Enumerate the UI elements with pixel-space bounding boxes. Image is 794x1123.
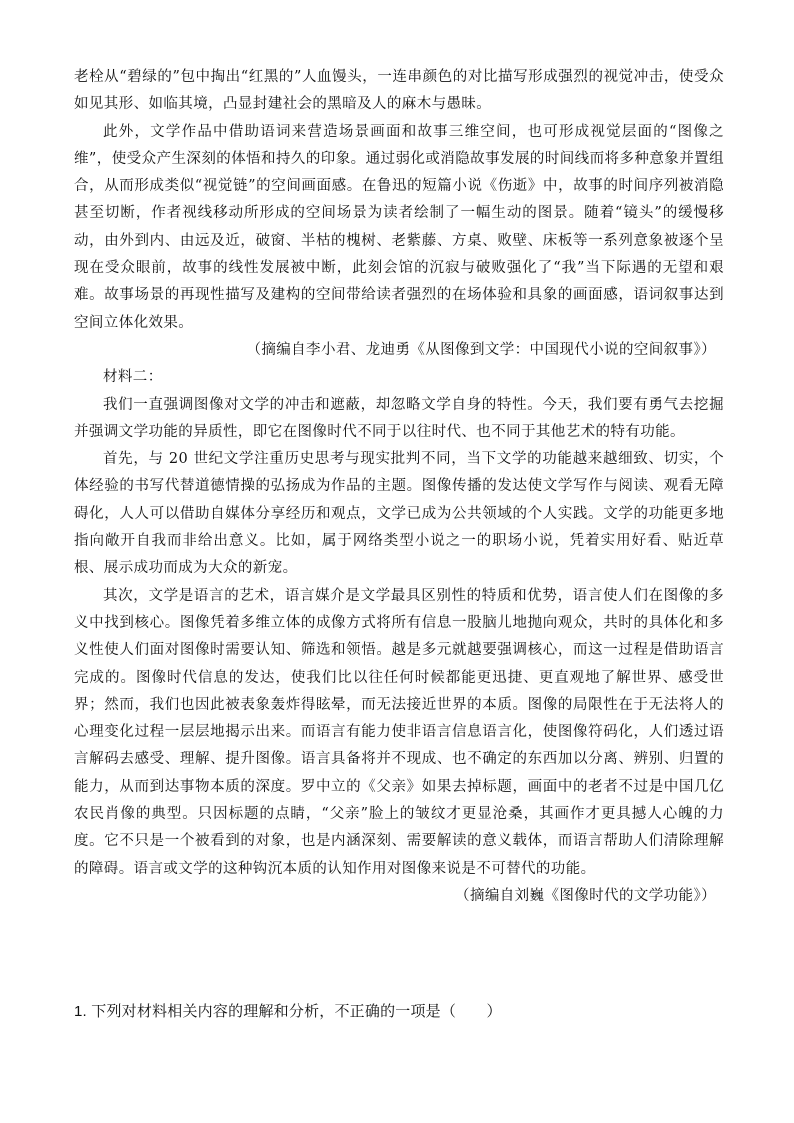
paragraph-firstly: 首先，与 20 世纪文学注重历史思考与现实批判不同，当下文学的功能越来越细致、切实，个体经验的书写代替道德情操的弘扬成为作品的主题。图像传播的发达使文学写作与阅读、观看无障碍化，人人可以借助自媒体分享经历和观点，文学已成为公共领域的个人实践。文学的功能更多地指向敞开自我而非给出意义。比如，属于网络类型小说之一的职场小说，凭着实用好看、贴近草根、展示成功而成为大众的新宠。	[74, 451, 724, 577]
paragraph-continuation: 老栓从“碧绿的”包中掏出“红黑的”人血馒头，一连串颜色的对比描写形成强烈的视觉冲击，使受众如见其形、如临其境，凸显封建社会的黑暗及人的麻木与愚昧。	[74, 69, 724, 113]
material-two-label: 材料二：	[103, 369, 163, 386]
paragraph-visual-chain: 此外，文学作品中借助语词来营造场景画面和故事三维空间，也可形成视觉层面的“图像之维”，使受众产生深刻的体悟和持久的印象。通过弱化或消隐故事发展的时间线而将多种意象并置组合，从而形成类似“视觉链”的空间画面感。在鲁迅的短篇小说《伤逝》中，故事的时间序列被消隐甚至切断，作者视线移动所形成的空间场景为读者绘制了一幅生动的图景。随着“镜头”的缓慢移动，由外到内、由远及近，破窗、半枯的槐树、老紫藤、方桌、败壁、床板等一系列意象被逐个呈现在受众眼前，故事的线性发展被中断，此刻会馆的沉寂与破败强化了“我”当下际遇的无望和艰难。故事场景的再现性描写及建构的空间带给读者强烈的在场体验和具象的画面感，语词叙事达到空间立体化效果。	[74, 123, 724, 331]
paragraph-secondly: 其次，文学是语言的艺术，语言媒介是文学最具区别性的特质和优势，语言使人们在图像的多义中找到核心。图像凭着多维立体的成像方式将所有信息一股脑儿地抛向观众，共时的具体化和多义性使人们面对图像时需要认知、筛选和领悟。越是多元就越要强调核心，而这一过程是借助语言完成的。图像时代信息的发达，使我们比以往任何时候都能更迅捷、更直观地了解世界、感受世界；然而，我们也因此被表象轰炸得眩晕，而无法接近世界的本质。图像的局限性在于无法将人的心理变化过程一层层地揭示出来。而语言有能力使非语言信息语言化，使图像符码化，人们透过语言解码去感受、理解、提升图像。语言具备将并不现成、也不确定的东西加以分离、辨别、归置的能力，从而到达事物本质的深度。罗中立的《父亲》如果去掉标题，画面中的老者不过是中国几亿农民肖像的典型。只因标题的点睛，“父亲”脸上的皱纹才更显沧桑，其画作才更具撼人心魄的力度。它不只是一个被看到的对象，也是内涵深刻、需要解读的意义载体，而语言帮助人们清除理解的障碍。语言或文学的这种钩沉本质的认知作用对图像来说是不可替代的功能。	[74, 587, 724, 877]
paragraph-literature-function: 我们一直强调图像对文学的冲击和遮蔽，却忽略文学自身的特性。今天，我们要有勇气去挖掘并强调文学功能的异质性，即它在图像时代不同于以往时代、也不同于其他艺术的特有功能。	[74, 396, 724, 440]
article-body	[74, 64, 724, 910]
question-1: 1. 下列对材料相关内容的理解和分析，不正确的一项是（ ）	[74, 1003, 502, 1020]
source-citation-1: （摘编自李小君、龙迪勇《从图像到文学：中国现代小说的空间叙事》）	[246, 341, 716, 358]
source-citation-2: （摘编自刘巍《图像时代的文学功能》）	[455, 887, 716, 904]
